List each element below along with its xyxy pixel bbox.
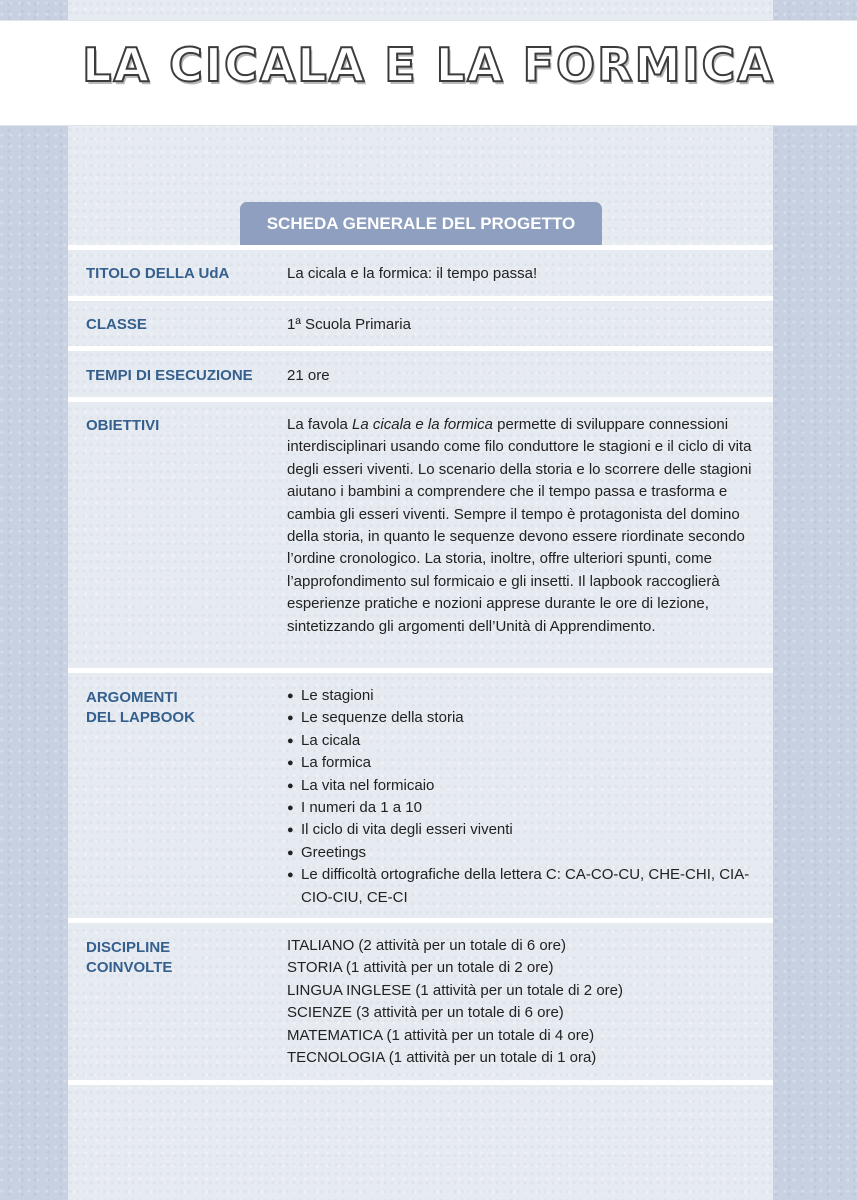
row-value-tempi: 21 ore	[287, 367, 330, 384]
row-value-obiettivi	[287, 414, 757, 638]
row-divider	[68, 296, 773, 301]
list-item: MATEMATICA (1 attività per un totale di 4 ore)	[287, 1026, 595, 1044]
list-item: TECNOLOGIA (1 attività per un totale di 1 ora)	[287, 1049, 597, 1067]
obiettivi-text-title: La cicala e la formica	[352, 416, 493, 433]
row-label-argomenti	[86, 688, 195, 728]
row-divider	[68, 668, 773, 673]
list-item: LINGUA INGLESE (1 attività per un totale di 2 ore)	[287, 981, 623, 999]
list-item: ● Il ciclo di vita degli esseri viventi	[287, 819, 757, 841]
list-item: STORIA (1 attività per un totale di 2 ore)	[287, 959, 554, 977]
label-line: DEL LAPBOOK	[86, 709, 195, 726]
list-item: ● Le stagioni	[287, 685, 757, 707]
row-divider	[68, 245, 773, 250]
row-value-titolo: La cicala e la formica: il tempo passa!	[287, 265, 538, 282]
argomenti-list	[287, 685, 757, 909]
list-item: SCIENZE (3 attività per un totale di 6 ore)	[287, 1004, 564, 1022]
list-item: ● Le difficoltà ortografiche della lettera C: CA-CO-CU, CHE-CHI, CIA-CIO-CIU, CE-CI	[287, 864, 757, 909]
row-label-titolo: TITOLO DELLA UdA	[86, 265, 230, 282]
list-item: ● Le sequenze della storia	[287, 707, 757, 729]
section-header: SCHEDA GENERALE DEL PROGETTO	[240, 202, 602, 245]
row-divider	[68, 346, 773, 351]
list-item: ● La formica	[287, 752, 757, 774]
row-label-discipline	[86, 938, 172, 978]
row-label-classe: CLASSE	[86, 316, 147, 333]
row-label-tempi: TEMPI DI ESECUZIONE	[86, 367, 253, 384]
list-item: ● Greetings	[287, 842, 757, 864]
list-item: ITALIANO (2 attività per un totale di 6 ore)	[287, 937, 567, 954]
row-divider	[68, 1080, 773, 1085]
list-item: ● I numeri da 1 a 10	[287, 797, 757, 819]
discipline-list	[287, 935, 623, 1069]
obiettivi-text-rest: permette di sviluppare connessioni interdisciplinari usando come filo conduttore le stagioni e il ciclo di vita degli esseri viventi. Lo scenario della storia e lo scorrere delle stagioni aiutano i bambini a comprendere che il tempo passa e trasforma e cambia gli esseri viventi. Sempre il tempo è protagonista del domino della storia, in quanto le sequenze devono essere riordinate secondo l’ordine cronologico. La storia, inoltre, offre ulteriori spunti, come l’approfondimento sul formicaio e gli insetti. Il lapbook raccoglierà esperienze pratiche e nozioni apprese durante le ore di lezione, sintetizzando gli argomenti dell’Unità di Apprendimento.	[287, 416, 752, 635]
list-item: ● La cicala	[287, 730, 757, 752]
row-divider	[68, 918, 773, 923]
label-line: ARGOMENTI	[86, 689, 178, 706]
list-item: ● La vita nel formicaio	[287, 775, 757, 797]
row-label-obiettivi: OBIETTIVI	[86, 417, 160, 434]
row-value-classe: 1ª Scuola Primaria	[287, 316, 411, 333]
row-divider	[68, 397, 773, 402]
obiettivi-text-start: La favola	[287, 416, 353, 433]
label-line: COINVOLTE	[86, 959, 173, 976]
page-title: LA CICALA E LA FORMICA	[82, 38, 775, 92]
label-line: DISCIPLINE	[86, 939, 171, 956]
